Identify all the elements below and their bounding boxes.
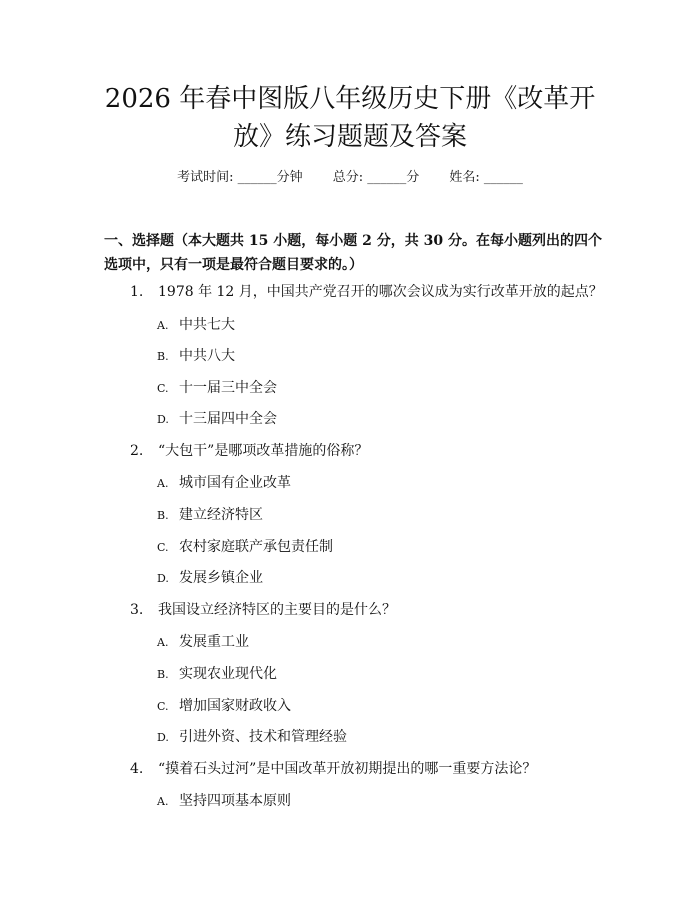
option-text: 农村家庭联产承包责任制 — [179, 539, 333, 555]
question-2-option-a — [157, 473, 291, 494]
question-3-option-c — [157, 696, 291, 717]
option-letter: C. — [157, 541, 169, 554]
question-2-option-b — [157, 505, 263, 526]
option-text: 发展乡镇企业 — [179, 570, 263, 586]
option-letter: A. — [157, 319, 169, 332]
question-1-option-c — [157, 378, 277, 399]
question-3-option-a — [157, 632, 249, 653]
question-1-option-a — [157, 315, 235, 336]
option-letter: D. — [157, 731, 169, 744]
question-number: 3. — [130, 602, 144, 618]
option-text: 增加国家财政收入 — [179, 698, 291, 714]
question-number: 1. — [130, 284, 144, 300]
question-text: 1978 年 12 月，中国共产党召开的哪次会议成为实行改革开放的起点？ — [158, 284, 603, 300]
option-text: 发展重工业 — [179, 634, 249, 650]
option-letter: A. — [157, 795, 169, 808]
question-3 — [130, 600, 396, 620]
question-3-option-d — [157, 727, 347, 748]
total-score-field: 总分: ______分 — [332, 170, 420, 185]
option-letter: B. — [157, 350, 169, 363]
option-text: 建立经济特区 — [179, 507, 263, 523]
question-2-option-d — [157, 568, 263, 589]
option-letter: B. — [157, 509, 169, 522]
option-text: 十一届三中全会 — [179, 380, 277, 396]
option-text: 引进外资、技术和管理经验 — [179, 729, 347, 745]
exam-time-field: 考试时间: ______分钟 — [177, 170, 303, 185]
question-2-option-c — [157, 537, 333, 558]
option-letter: D. — [157, 572, 169, 585]
section-heading: 一、选择题（本大题共 15 小题，每小题 2 分，共 30 分。在每小题列出的四个选项中，只有一项是最符合题目要求的。） — [104, 233, 602, 273]
option-text: 坚持四项基本原则 — [179, 793, 291, 809]
question-4 — [130, 759, 536, 779]
question-1 — [130, 282, 603, 302]
question-4-option-a — [157, 791, 291, 812]
option-letter: D. — [157, 413, 169, 426]
question-text: “大包干”是哪项改革措施的俗称？ — [158, 443, 369, 459]
question-3-option-b — [157, 664, 277, 685]
title-line-2: 放》练习题题及答案 — [232, 122, 467, 152]
exam-info — [0, 169, 700, 187]
option-letter: B. — [157, 668, 169, 681]
option-letter: C. — [157, 382, 169, 395]
question-1-option-b — [157, 346, 235, 367]
option-letter: A. — [157, 636, 169, 649]
name-field: 姓名: ______ — [449, 170, 523, 185]
question-1-option-d — [157, 409, 277, 430]
option-text: 中共八大 — [179, 348, 235, 364]
option-letter: A. — [157, 477, 169, 490]
question-number: 2. — [130, 443, 144, 459]
option-letter: C. — [157, 700, 169, 713]
question-text: 我国设立经济特区的主要目的是什么？ — [158, 602, 396, 618]
option-text: 十三届四中全会 — [179, 411, 277, 427]
question-2 — [130, 441, 368, 461]
question-text: “摸着石头过河”是中国改革开放初期提出的哪一重要方法论？ — [158, 761, 537, 777]
title-line-1: 2026 年春中图版八年级历史下册《改革开 — [104, 84, 596, 114]
option-text: 中共七大 — [179, 317, 235, 333]
document-title — [60, 80, 640, 156]
option-text: 实现农业现代化 — [179, 666, 277, 682]
option-text: 城市国有企业改革 — [179, 475, 291, 491]
question-number: 4. — [130, 761, 144, 777]
